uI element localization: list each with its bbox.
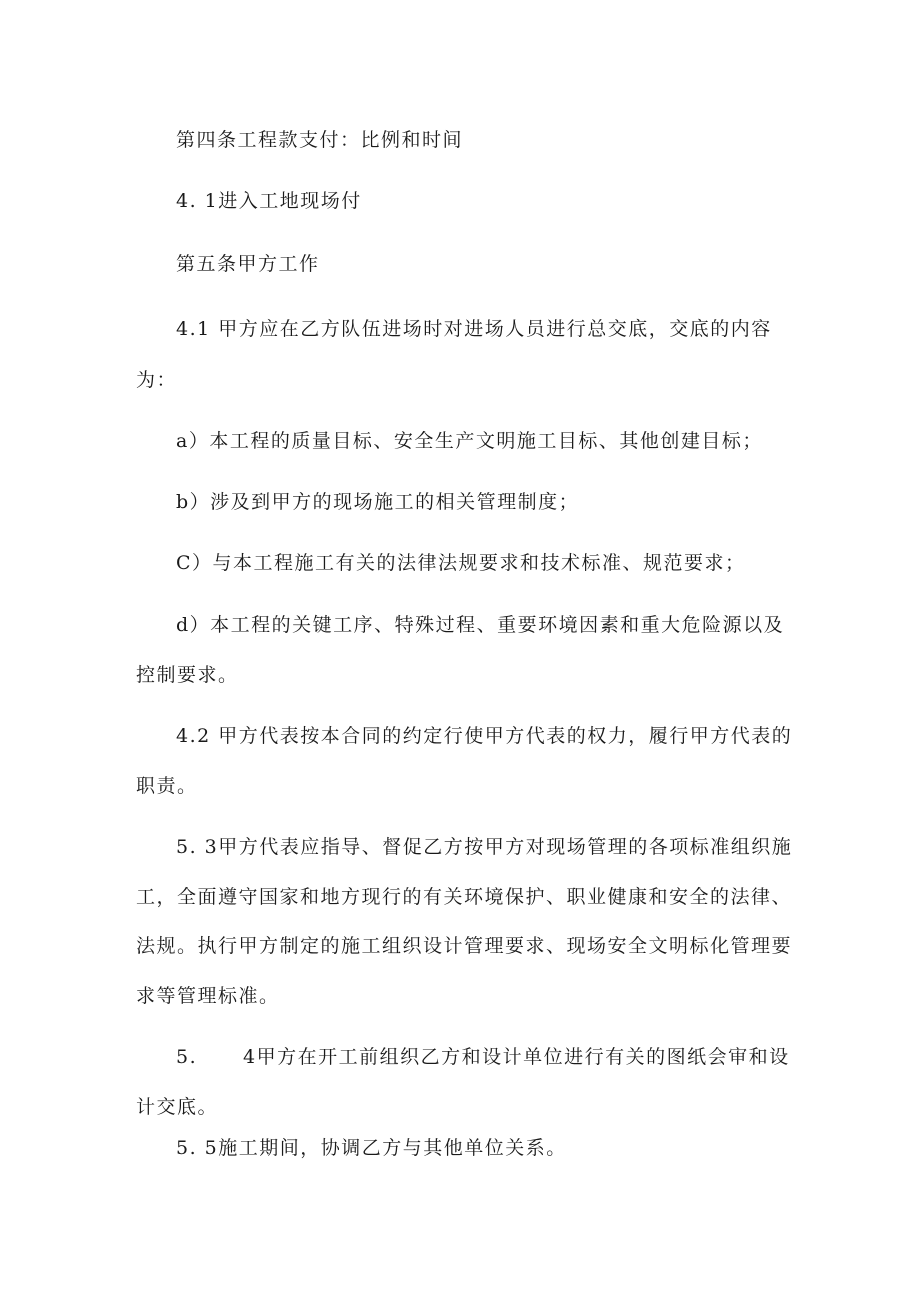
- clause-4-2-line-2: 职责。: [136, 775, 198, 797]
- clause-5-3-line-1: 5. 3甲方代表应指导、督促乙方按甲方对现场管理的各项标准组织施: [176, 836, 793, 858]
- clause-4-1-line-2: 为：: [136, 369, 178, 391]
- item-c: C）与本工程施工有关的法律法规要求和技术标准、规范要求；: [176, 552, 746, 574]
- clause-4-1-line-1: 4.1 甲方应在乙方队伍进场时对进场人员进行总交底，交底的内容: [176, 318, 772, 340]
- clause-5-4-line-1: 4甲方在开工前组织乙方和设计单位进行有关的图纸会审和设: [243, 1046, 790, 1068]
- item-b: b）涉及到甲方的现场施工的相关管理制度；: [176, 491, 580, 513]
- clause-5-3-line-2: 工，全面遵守国家和地方现行的有关环境保护、职业健康和安全的法律、: [136, 886, 793, 908]
- clause-5-3-line-3: 法规。执行甲方制定的施工组织设计管理要求、现场安全文明标化管理要: [136, 935, 793, 957]
- clause-4-1-payment: 4. 1进入工地现场付: [176, 190, 362, 212]
- clause-5-4-line-2: 计交底。: [136, 1096, 219, 1118]
- item-a: a）本工程的质量目标、安全生产文明施工目标、其他创建目标；: [176, 430, 763, 452]
- item-d-line-2: 控制要求。: [136, 664, 239, 686]
- clause-5-5: 5. 5施工期间，协调乙方与其他单位关系。: [176, 1137, 567, 1159]
- clause-4-2-line-1: 4.2 甲方代表按本合同的约定行使甲方代表的权力，履行甲方代表的: [176, 725, 793, 747]
- clause-5-4-number: 5.: [176, 1046, 198, 1068]
- article-4-heading: 第四条工程款支付：比例和时间: [176, 129, 464, 151]
- clause-5-3-line-4: 求等管理标准。: [136, 985, 280, 1007]
- item-d-line-1: d）本工程的关键工序、特殊过程、重要环境因素和重大危险源以及: [176, 614, 785, 636]
- article-5-heading: 第五条甲方工作: [176, 253, 320, 275]
